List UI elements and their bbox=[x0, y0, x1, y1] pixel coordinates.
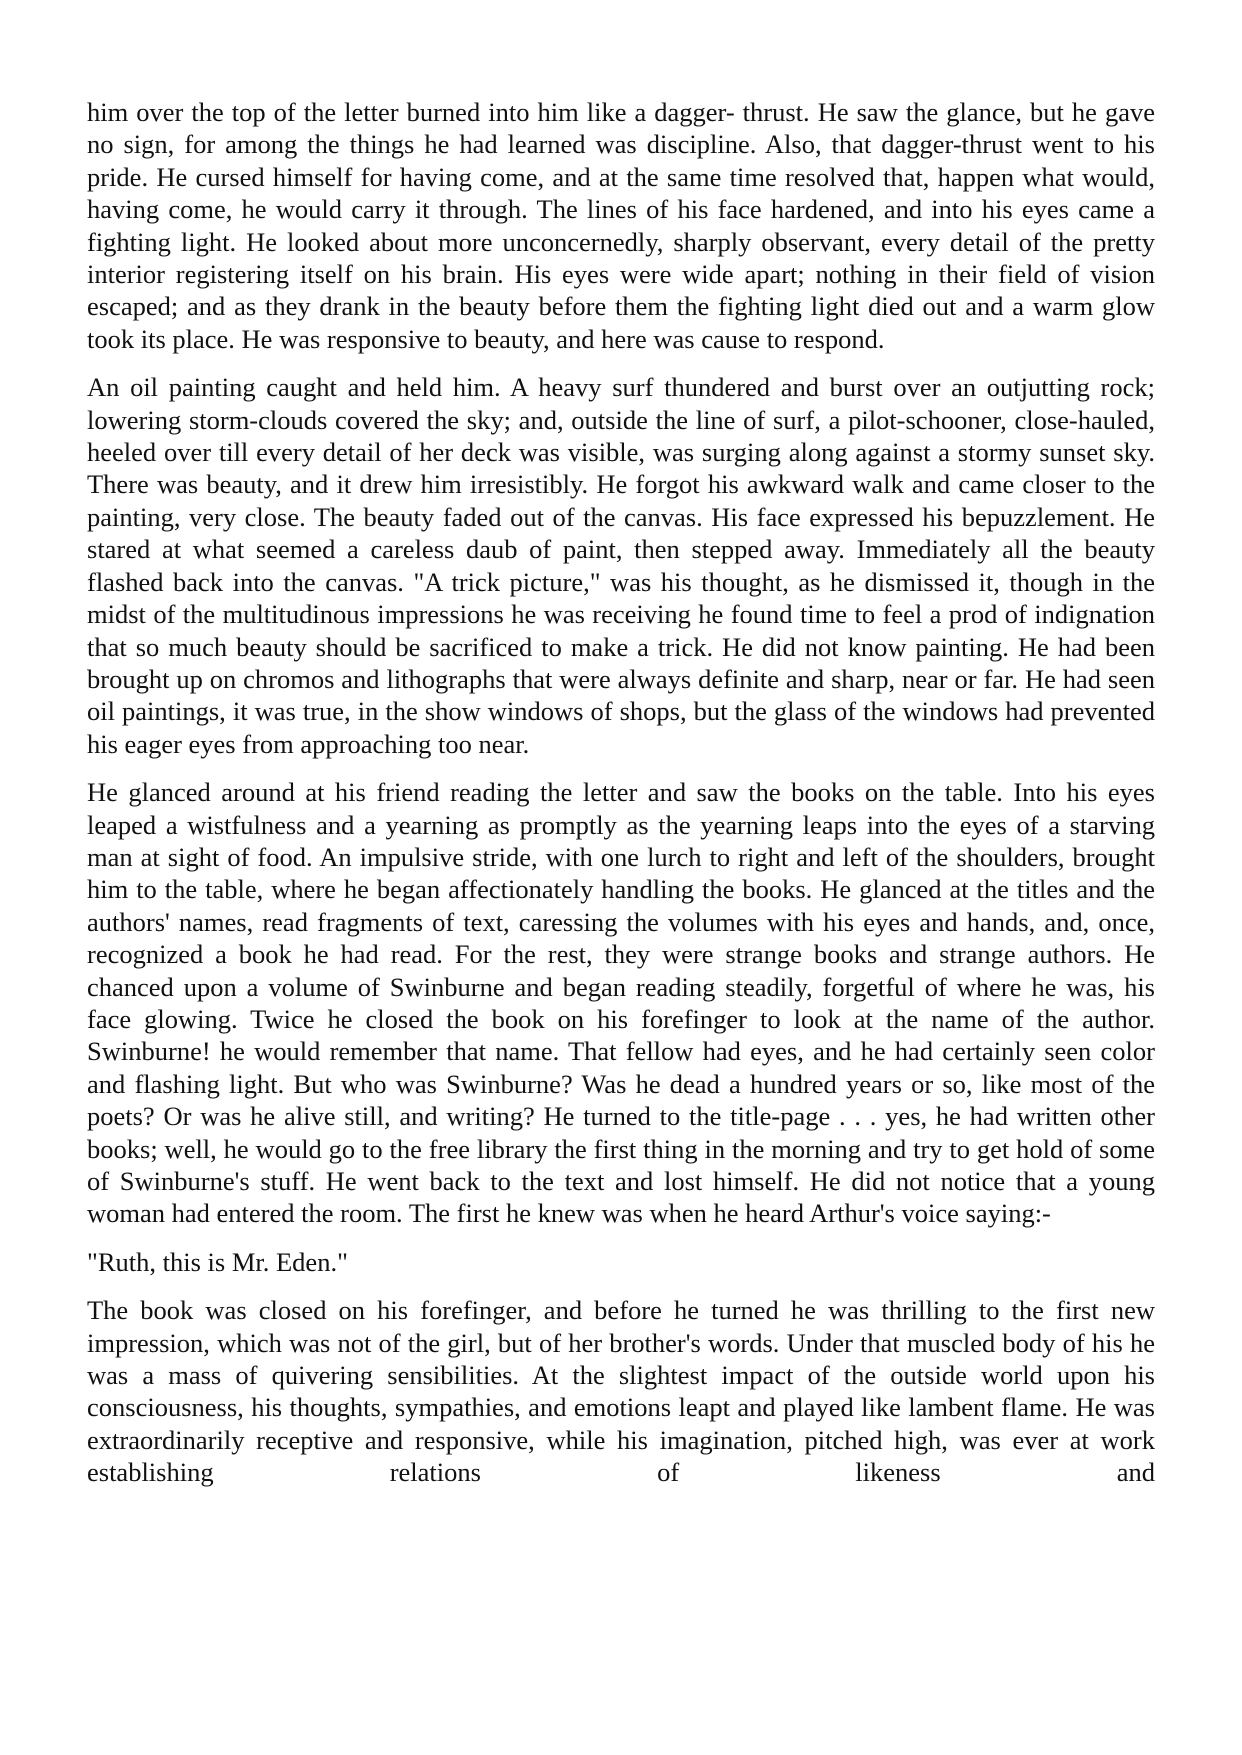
paragraph-4-dialogue: "Ruth, this is Mr. Eden." bbox=[87, 1246, 348, 1277]
paragraph-3: He glanced around at his friend reading the letter and saw the books on the table. Into his eyes leaped a wistfulness and a yearning as promptly as the yearning leaps into the eyes of a starving man at sight of food. An impulsive stride, with one lurch to right and left of the shoulders, brought him to the table, where he began affectionately handling the books. He glanced at the titles and the authors' names, read fragments of text, caressing the volumes with his eyes and hands, and, once, recognized a book he had read. For the rest, they were strange books and strange authors. He chanced upon a volume of Swinburne and began reading steadily, forgetful of where he was, his face glowing. Twice he closed the book on his forefinger to look at the name of the author. Swinburne! he would remember that name. That fellow had eyes, and he had certainly seen color and flashing light. But who was Swinburne? Was he dead a hundred years or so, like most of the poets? Or was he alive still, and writing? He turned to the title-page . . . yes, he had written other books; well, he would go to the free library the first thing in the morning and try to get hold of some of Swinburne's stuff. He went back to the text and lost himself. He did not notice that a young woman had entered the room. The first he knew was when he heard Arthur's voice saying:- bbox=[87, 777, 1155, 1229]
paragraph-2: An oil painting caught and held him. A heavy surf thundered and burst over an outjutting rock; lowering storm-clouds covered the sky; and, outside the line of surf, a pilot-schooner, close-hauled, heeled over till every detail of her deck was visible, was surging along against a stormy sunset sky. There was beauty, and it drew him irresistibly. He forgot his awkward walk and came closer to the painting, very close. The beauty faded out of the canvas. His face expressed his bepuzzlement. He stared at what seemed a careless daub of paint, then stepped away. Immediately all the beauty flashed back into the canvas. "A trick picture," was his thought, as he dismissed it, though in the midst of the multitudinous impressions he was receiving he found time to feel a prod of indignation that so much beauty should be sacrificed to make a trick. He did not know painting. He had been brought up on chromos and lithographs that were always definite and sharp, near or far. He had seen oil paintings, it was true, in the show windows of shops, but the glass of the windows had prevented his eager eyes from approaching too near. bbox=[87, 372, 1155, 759]
paragraph-5: The book was closed on his forefinger, and before he turned he was thrilling to the first new impression, which was not of the girl, but of her brother's words. Under that muscled body of his he was a mass of quivering sensibilities. At the slightest impact of the outside world upon his consciousness, his thoughts, sympathies, and emotions leapt and played like lambent flame. He was extraordinarily receptive and responsive, while his imagination, pitched high, was ever at work establishing relations of likeness and bbox=[87, 1295, 1155, 1488]
paragraph-1: him over the top of the letter burned into him like a dagger- thrust. He saw the glance, but he gave no sign, for among the things he had learned was discipline. Also, that dagger-thrust went to his pride. He cursed himself for having come, and at the same time resolved that, happen what would, having come, he would carry it through. The lines of his face hardened, and into his eyes came a fighting light. He looked about more unconcernedly, sharply observant, every detail of the pretty interior registering itself on his brain. His eyes were wide apart; nothing in their field of vision escaped; and as they drank in the beauty before them the fighting light died out and a warm glow took its place. He was responsive to beauty, and here was cause to respond. bbox=[87, 97, 1155, 354]
page-body bbox=[87, 96, 1155, 1505]
